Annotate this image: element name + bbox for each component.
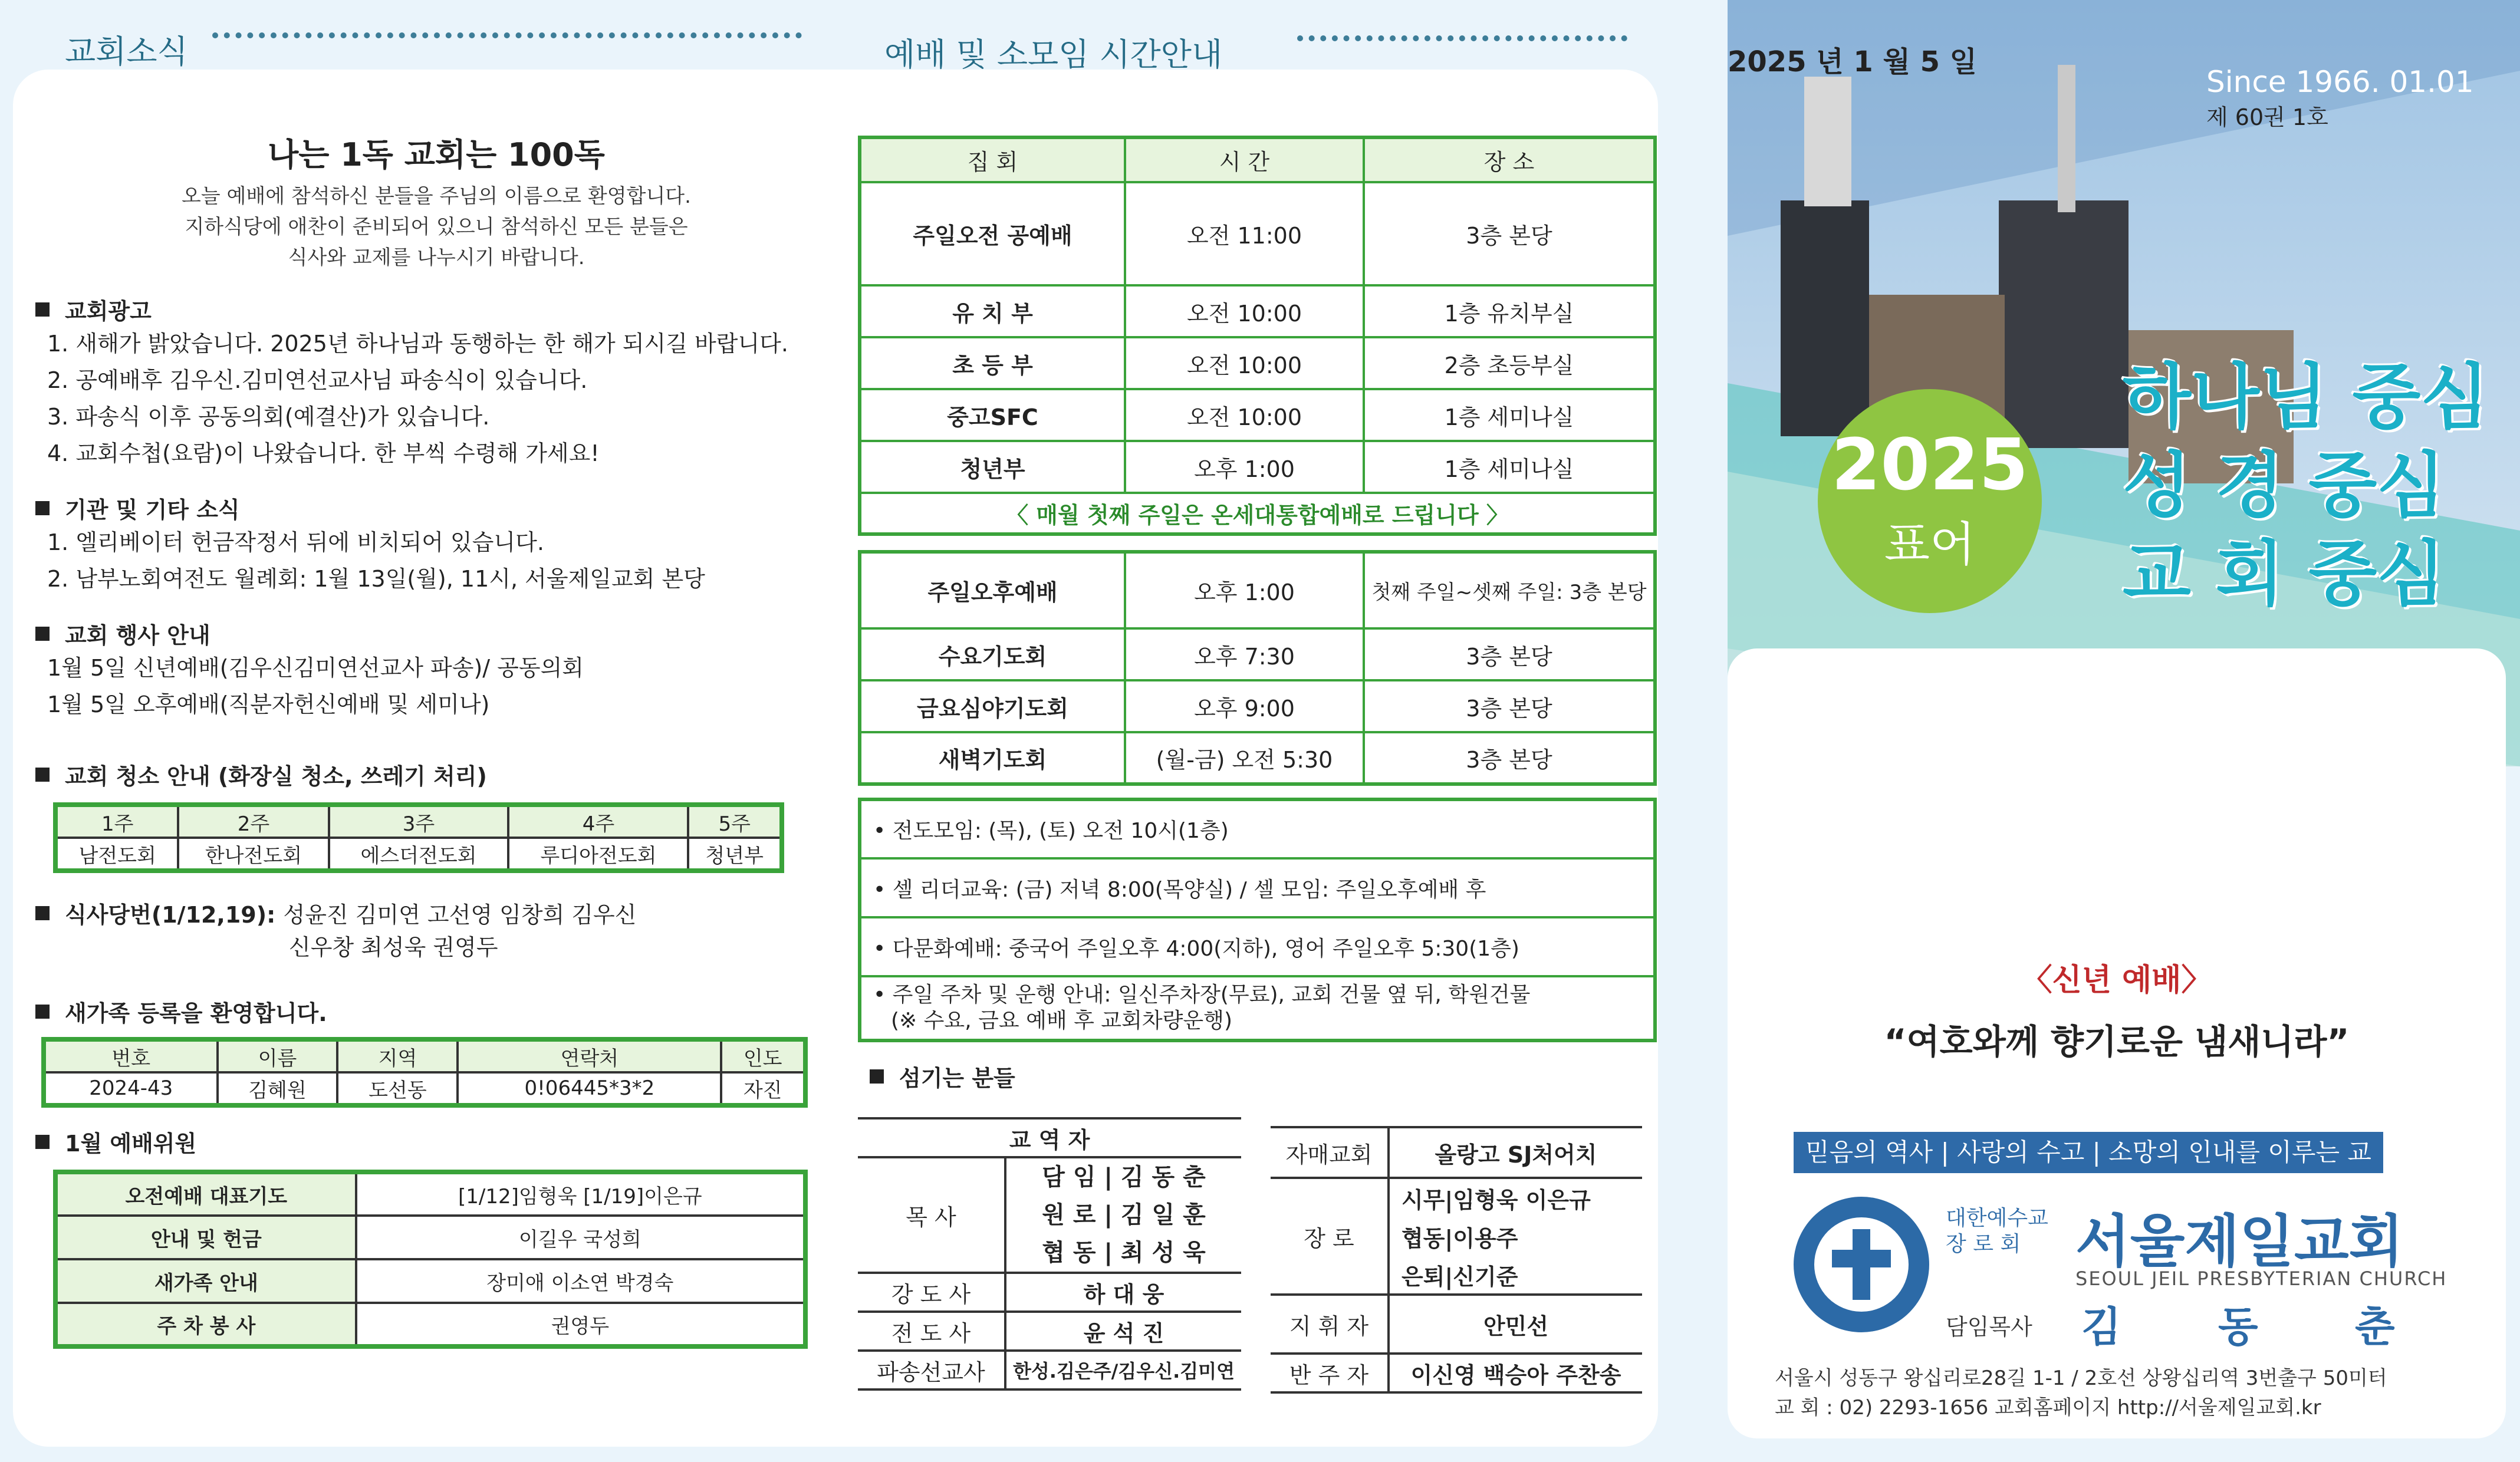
schedule-table-2 — [858, 550, 1657, 786]
committee-heading — [35, 1125, 837, 1158]
pastor-item: 담 임 | 김 동 춘 — [1042, 1164, 1206, 1191]
staff-role: 전 도 사 — [858, 1312, 1005, 1351]
church-name-en: SEOUL JEIL PRESBYTERIAN CHURCH — [2075, 1267, 2447, 1290]
church-name: 서울제일교회 — [2075, 1209, 2404, 1275]
team-cell: 루디아전도회 — [508, 838, 688, 871]
sched-time: 오후 7:30 — [1125, 628, 1364, 680]
ads-heading — [35, 293, 837, 325]
volume-text: 제 60권 1호 — [2206, 104, 2328, 130]
sched-name: 초 등 부 — [860, 337, 1125, 389]
sermon-verse: “여호와께 향기로운 냄새니라” — [1884, 1022, 2350, 1062]
servants-title: 섬기는 분들 — [899, 1065, 1015, 1091]
news-column — [35, 118, 837, 1349]
nf-header: 지역 — [337, 1039, 458, 1072]
bulletin-date: 2025 년 1 월 5 일 — [1728, 45, 1978, 78]
pastor-list — [1005, 1157, 1241, 1273]
event-item: 1월 5일 신년예배(김우신김미연선교사 파송)/ 공동의회 — [47, 655, 584, 681]
newfamily-title: 새가족 등록을 환영합니다. — [65, 1000, 327, 1026]
top-header — [0, 0, 1663, 88]
denom-line: 대한예수교 — [1946, 1206, 2048, 1230]
header-dots — [212, 32, 802, 38]
sched-header: 시 간 — [1125, 137, 1364, 182]
newfamily-table — [41, 1037, 808, 1108]
sched-notice: 〈 매월 첫째 주일은 온세대통합예배로 드립니다 〉 — [860, 493, 1655, 534]
staff-name: 윤 석 진 — [1005, 1312, 1241, 1351]
committee-names: 이길우 국성희 — [356, 1216, 805, 1259]
sched-time: 오후 1:00 — [1125, 552, 1364, 628]
cover-panel — [1728, 0, 2520, 1462]
bullet-square — [870, 1069, 884, 1084]
intro-line: 지하식당에 애찬이 준비되어 있으니 참석하신 모든 분들은 — [185, 215, 688, 239]
committee-title: 1월 예배위원 — [65, 1131, 197, 1157]
nf-header: 번호 — [44, 1039, 218, 1072]
committee-table — [53, 1170, 808, 1349]
info-bullet: • 셀 리더교육: (금) 저녁 8:00(목양실) / 셀 모임: 주일오후예배 후 — [860, 858, 1655, 917]
sched-name: 주일오후예배 — [860, 552, 1125, 628]
sched-name: 유 치 부 — [860, 285, 1125, 337]
staff-name: 하 대 웅 — [1005, 1273, 1241, 1312]
elder-role: 장 로 — [1271, 1178, 1389, 1295]
committee-names: [1/12]임형욱 [1/19]이은규 — [356, 1172, 805, 1216]
sched-place: 3층 본당 — [1364, 732, 1655, 784]
header-left: 교회소식 — [65, 33, 188, 70]
elder-name: 올랑고 SJ처어치 — [1389, 1127, 1642, 1178]
info-bullet: • 전도모임: (목), (토) 오전 10시(1층) — [860, 799, 1655, 858]
nf-cell: 도선동 — [337, 1072, 458, 1105]
elder-name: 안민선 — [1389, 1295, 1642, 1354]
events-heading — [35, 617, 837, 650]
intro-title: 나는 1독 교회는 100독 — [268, 136, 605, 173]
elder-name: 은퇴|신기준 — [1389, 1256, 1642, 1295]
sched-header: 장 소 — [1364, 137, 1655, 182]
bullet-square — [35, 768, 50, 782]
sched-place: 3층 본당 — [1364, 628, 1655, 680]
sched-place: 1층 세미나실 — [1364, 389, 1655, 441]
nf-cell: 2024-43 — [44, 1072, 218, 1105]
meal-title: 식사당번(1/12,19): — [65, 902, 276, 928]
news-item: 2. 남부노회여전도 월례회: 1월 13일(월), 11시, 서울제일교회 본당 — [47, 566, 705, 592]
pastor-item: 협 동 | 최 성 욱 — [1042, 1239, 1206, 1266]
sched-time: 오후 9:00 — [1125, 680, 1364, 732]
sched-time: 오후 1:00 — [1125, 441, 1364, 493]
team-cell: 에스더전도회 — [329, 838, 509, 871]
news-heading — [35, 492, 837, 524]
cleaning-table — [53, 802, 784, 873]
mission-banner: 믿음의 역사 | 사랑의 수고 | 소망의 인내를 이루는 교회 — [1794, 1132, 2383, 1173]
sched-time: 오전 10:00 — [1125, 285, 1364, 337]
news-item: 1. 엘리베이터 헌금작정서 뒤에 비치되어 있습니다. — [47, 529, 544, 555]
sched-name: 청년부 — [860, 441, 1125, 493]
sched-name: 중고SFC — [860, 389, 1125, 441]
bullet-square — [35, 501, 50, 515]
elder-role: 반 주 자 — [1271, 1354, 1389, 1392]
church-contact: 교 회 : 02) 2293-1656 교회홈페이지 http://서울제일교회.kr — [1775, 1396, 2321, 1420]
sched-name: 새벽기도회 — [860, 732, 1125, 784]
week-header: 1주 — [55, 805, 178, 838]
denomination — [1946, 1206, 2048, 1257]
church-address: 서울시 성동구 왕십리로28길 1-1 / 2호선 상왕십리역 3번출구 50미터 — [1775, 1366, 2387, 1390]
info-bullet — [860, 976, 1655, 1040]
nf-cell: 김혜원 — [218, 1072, 338, 1105]
slogan-line: 교 회 중심 — [2123, 534, 2446, 615]
staff-role: 파송선교사 — [858, 1351, 1005, 1389]
bullet-square — [35, 302, 50, 317]
sched-place: 첫째 주일~셋째 주일: 3층 본당 — [1364, 552, 1655, 628]
sched-place: 1층 유치부실 — [1364, 285, 1655, 337]
week-header: 5주 — [688, 805, 782, 838]
bullet-square — [35, 1135, 50, 1149]
sched-name: 주일오전 공예배 — [860, 182, 1125, 285]
sched-header: 집 회 — [860, 137, 1125, 182]
committee-role: 안내 및 헌금 — [55, 1216, 356, 1259]
header-center: 예배 및 소모임 시간안내 — [884, 36, 1223, 73]
pastor-label: 담임목사 — [1946, 1314, 2032, 1340]
elder-role: 자매교회 — [1271, 1127, 1389, 1178]
slogan-line: 하나님 중심 — [2123, 357, 2489, 439]
bullet-square — [35, 627, 50, 641]
pastor-name: 김 동 춘 — [2081, 1303, 2436, 1351]
week-header: 2주 — [178, 805, 328, 838]
team-cell: 남전도회 — [55, 838, 178, 871]
motto-circle — [1818, 389, 2042, 613]
committee-role: 주 차 봉 사 — [55, 1303, 356, 1346]
cleaning-title: 교회 청소 안내 (화장실 청소, 쓰레기 처리) — [65, 763, 487, 789]
nf-cell: 0!06445*3*2 — [458, 1072, 721, 1105]
nf-cell: 자진 — [721, 1072, 805, 1105]
header-dots — [1297, 35, 1627, 41]
sched-place: 2층 초등부실 — [1364, 337, 1655, 389]
committee-role: 오전예배 대표기도 — [55, 1172, 356, 1216]
since-text: Since 1966. 01.01 — [2206, 65, 2474, 99]
staff-role: 강 도 사 — [858, 1273, 1005, 1312]
bullet-line: • 주일 주차 및 운행 안내: 일신주차장(무료), 교회 건물 옆 뒤, 학원건물 — [873, 983, 1531, 1007]
nf-header: 연락처 — [458, 1039, 721, 1072]
meal-line: 신우창 최성욱 권영두 — [289, 934, 498, 960]
info-bullet: • 다문화예배: 중국어 주일오후 4:00(지하), 영어 주일오후 5:30(1층) — [860, 917, 1655, 976]
servants-heading — [870, 1060, 1657, 1092]
events-title: 교회 행사 안내 — [65, 623, 210, 648]
team-cell: 청년부 — [688, 838, 782, 871]
elder-name: 이신영 백승아 주찬송 — [1410, 1362, 1621, 1388]
sched-time: 오전 11:00 — [1125, 182, 1364, 285]
sched-time: 오전 10:00 — [1125, 337, 1364, 389]
elder-role: 지 휘 자 — [1271, 1295, 1389, 1354]
committee-role: 새가족 안내 — [55, 1259, 356, 1303]
nf-header: 이름 — [218, 1039, 338, 1072]
bullet-square — [35, 906, 50, 920]
committee-names: 권영두 — [356, 1303, 805, 1346]
sched-time: (월-금) 오전 5:30 — [1125, 732, 1364, 784]
news-title: 기관 및 기타 소식 — [65, 497, 240, 523]
intro-text — [35, 181, 837, 273]
ad-item: 3. 파송식 이후 공동의회(예결산)가 있습니다. — [47, 404, 490, 430]
staff-name: 한성.김은주/김우신.김미연 — [1012, 1360, 1235, 1382]
slogan — [2123, 354, 2489, 619]
bullet-square — [35, 1005, 50, 1019]
elders-table — [1271, 1126, 1642, 1394]
ad-item: 4. 교회수첩(요람)이 나왔습니다. 한 부씩 수령해 가세요! — [47, 440, 600, 466]
sched-place: 3층 본당 — [1364, 680, 1655, 732]
sched-name: 수요기도회 — [860, 628, 1125, 680]
intro-line: 식사와 교제를 나누시기 바랍니다. — [288, 246, 585, 269]
staff-header: 교 역 자 — [858, 1118, 1241, 1157]
motto-year: 2025 — [1831, 424, 2028, 506]
intro-line: 오늘 예배에 참석하신 분들을 주님의 이름으로 환영합니다. — [182, 185, 691, 208]
week-header: 4주 — [508, 805, 688, 838]
pastor-item: 원 로 | 김 일 훈 — [1042, 1201, 1206, 1229]
event-item: 1월 5일 오후예배(직분자헌신예배 및 세미나) — [47, 692, 490, 717]
staff-table — [858, 1117, 1241, 1391]
slogan-line: 성 경 중심 — [2123, 445, 2446, 527]
motto-label: 표어 — [1884, 517, 1976, 572]
bullet-line: (※ 수요, 금요 예배 후 교회차량운행) — [891, 1009, 1233, 1033]
cross-icon — [1794, 1197, 1929, 1332]
meal-heading — [35, 897, 837, 929]
sched-place: 1층 세미나실 — [1364, 441, 1655, 493]
elder-name: 시무|임형욱 이은규 — [1402, 1187, 1591, 1213]
schedule-table-1 — [858, 136, 1657, 536]
schedule-column — [858, 136, 1657, 1388]
sched-time: 오전 10:00 — [1125, 389, 1364, 441]
sermon-title: 〈신년 예배〉 — [2021, 963, 2212, 998]
sched-place: 3층 본당 — [1364, 182, 1655, 285]
elder-name: 협동|이용주 — [1402, 1225, 1518, 1252]
staff-role: 목 사 — [858, 1157, 1005, 1273]
ad-item: 2. 공예배후 김우신.김미연선교사님 파송식이 있습니다. — [47, 367, 588, 393]
info-bullets — [858, 798, 1657, 1042]
ads-title: 교회광고 — [65, 298, 152, 324]
sched-name: 금요심야기도회 — [860, 680, 1125, 732]
week-header: 3주 — [329, 805, 509, 838]
committee-names: 장미애 이소연 박경숙 — [356, 1259, 805, 1303]
ad-item: 1. 새해가 밝았습니다. 2025년 하나님과 동행하는 한 해가 되시길 바랍니다. — [47, 331, 788, 357]
church-seal-logo — [1794, 1197, 1929, 1332]
team-cell: 한나전도회 — [178, 838, 328, 871]
newfamily-heading — [35, 995, 837, 1028]
nf-header: 인도 — [721, 1039, 805, 1072]
cleaning-heading — [35, 758, 837, 791]
meal-line: 성윤진 김미연 고선영 임창희 김우신 — [283, 902, 637, 928]
denom-line: 장 로 회 — [1946, 1232, 2021, 1256]
